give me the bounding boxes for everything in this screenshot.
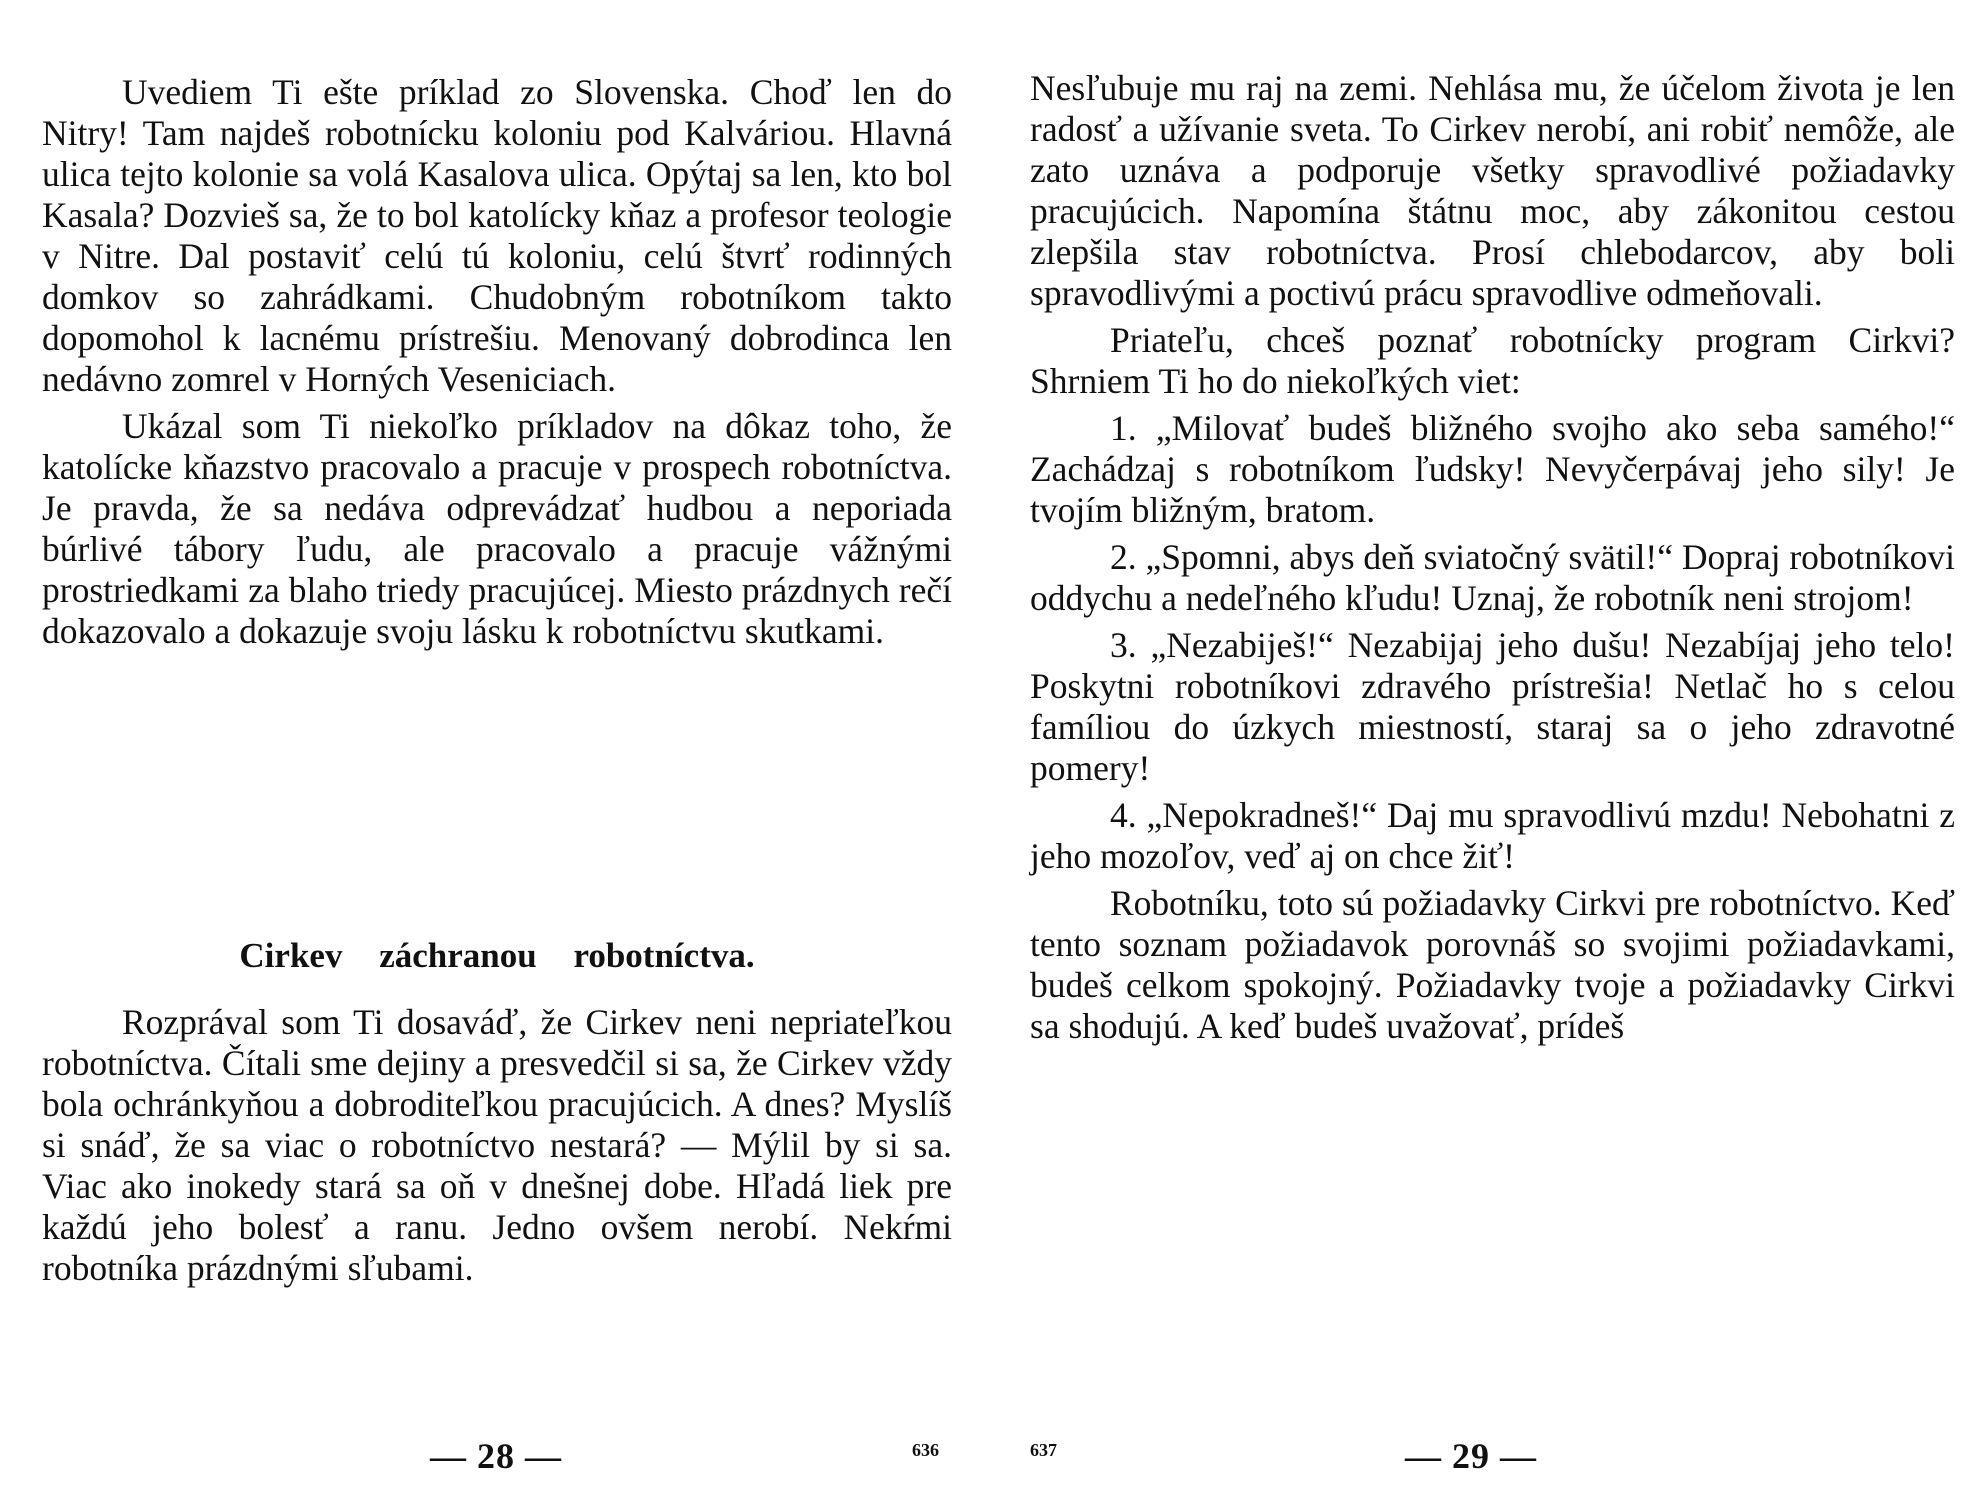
paragraph: Uvediem Ti ešte príklad zo Slovenska. Choď len do Nitry! Tam najdeš robotnícku koloniu pod Kalváriou. Hlavná ulica tejto kolonie sa volá Kasalova ulica. Opýtaj sa len, kto bol Kasala? Dozvieš sa, že to bol katolícky kňaz a profesor teologie v Nitre. Dal postaviť celú tú koloniu, celú štvrť rodinných domkov so zahrádkami. Chudobným robotníkom takto dopomohol k lacnému prístrešiu. Menovaný dobrodinca len nedávno zomrel v Horných Veseniciach.: [42, 72, 952, 399]
scan-number: 637: [1030, 1440, 1057, 1460]
list-item: 2. „Spomni, abys deň sviatočný svätil!“ Dopraj robotníkovi oddychu a nedeľného kľudu! Uznaj, že robotník neni strojom!: [1030, 537, 1955, 618]
paragraph: Priateľu, chceš poznať robotnícky program Cirkvi? Shrniem Ti ho do niekoľkých viet:: [1030, 320, 1955, 401]
scan-number: 636: [912, 1440, 939, 1460]
right-text: [1030, 68, 1955, 1047]
page-number: — 28 —: [430, 1436, 562, 1476]
paragraph: Rozprával som Ti dosaváď, že Cirkev neni nepriateľkou robotníctva. Čítali sme dejiny a presvedčil si sa, že Cirkev vždy bola ochránkyňou a dobroditeľkou pracujúcich. A dnes? Myslíš si snáď, že sa viac o robotníctvo nestará? — Mýlil by si sa. Viac ako inokedy stará sa oň v dnešnej dobe. Hľadá liek pre každú jeho bolesť a ranu. Jedno ovšem nerobí. Nekŕmi robotníka prázdnými sľubami.: [42, 1002, 952, 1288]
list-item: 4. „Nepokradneš!“ Daj mu spravodlivú mzdu! Nebohatni z jeho mozoľov, veď aj on chce žiť!: [1030, 795, 1955, 876]
left-bottom-text: [42, 1002, 952, 1289]
list-item: 1. „Milovať budeš bližného svojho ako seba samého!“ Zachádzaj s robotníkom ľudsky! Nevyčerpávaj jeho sily! Je tvojím bližným, bratom.: [1030, 408, 1955, 530]
list-item: 3. „Nezabiješ!“ Nezabijaj jeho dušu! Nezabíjaj jeho telo! Poskytni robotníkovi zdravého prístrešia! Netlač ho s celou famíliou do úzkych miestností, staraj sa o jeho zdravotné pomery!: [1030, 625, 1955, 788]
right-page: [985, 0, 1978, 1500]
section-heading: Cirkev záchranou robotníctva.: [239, 936, 755, 975]
left-page: [0, 0, 985, 1500]
paragraph: Ukázal som Ti niekoľko príkladov na dôkaz toho, že katolícke kňazstvo pracovalo a pracuje v prospech robotníctva. Je pravda, že sa nedáva odprevádzať hudbou a neporiada búrlivé tábory ľudu, ale pracovalo a pracuje vážnými prostriedkami za blaho triedy pracujúcej. Miesto prázdnych rečí dokazovalo a dokazuje svoju lásku k robotníctvu skutkami.: [42, 406, 952, 651]
left-top-text: [42, 72, 952, 652]
paragraph: Nesľubuje mu raj na zemi. Nehlása mu, že účelom života je len radosť a užívanie sveta. To Cirkev nerobí, ani robiť nemôže, ale zato uznáva a podporuje všetky spravodlivé požiadavky pracujúcich. Napomína štátnu moc, aby zákonitou cestou zlepšila stav robotníctva. Prosí chlebodarcov, aby boli spravodlivými a poctivú prácu spravodlive odmeňovali.: [1030, 68, 1955, 313]
paragraph: Robotníku, toto sú požiadavky Cirkvi pre robotníctvo. Keď tento soznam požiadavok porovnáš so svojimi požiadavkami, budeš celkom spokojný. Požiadavky tvoje a požiadavky Cirkvi sa shodujú. A keď budeš uvažovať, prídeš: [1030, 883, 1955, 1046]
page-number: — 29 —: [1405, 1436, 1537, 1476]
